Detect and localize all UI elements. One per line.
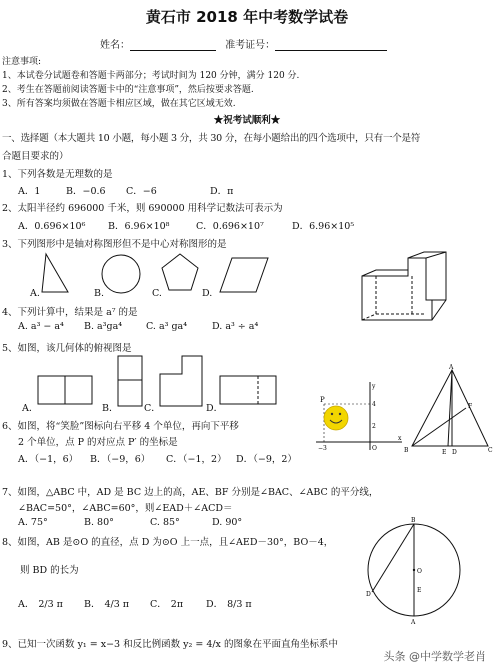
wish-banner: ★祝考试顺利★	[213, 115, 281, 126]
smiley-face-icon	[324, 406, 348, 430]
q3-parallelogram-figure	[218, 256, 270, 294]
ticket-blank	[275, 40, 387, 51]
q3-option-d: D.	[202, 288, 213, 299]
q1-option-a: A．1	[18, 186, 41, 197]
watermark: 头条 @中学数学老肖	[383, 650, 486, 663]
q4-stem: 4、下列计算中，结果是 a⁷ 的是	[2, 307, 138, 318]
q6-label-y: y	[372, 383, 376, 390]
q5-option-b: B．	[102, 403, 119, 414]
q6-option-c: C．（−1，2）	[166, 454, 227, 465]
q8-option-d: D． 8/3 π	[206, 599, 252, 610]
q7-stem-1: 7、如图，△ABC 中，AD 是 BC 边上的高，AE、BF 分别是∠BAC、∠ABC 的平分线，	[2, 487, 379, 498]
q3-option-c: C.	[152, 288, 162, 299]
q8-option-c: C． 2π	[150, 599, 184, 610]
q5-view-c	[158, 354, 204, 408]
notice-heading: 注意事项:	[2, 57, 42, 67]
q7-label-e: E	[442, 449, 447, 456]
q5-view-b	[116, 354, 144, 408]
q2-stem: 2、太阳半径约 696000 千米，则 690000 用科学记数法可表示为	[2, 203, 283, 214]
q2-option-d: D．6.96×10⁵	[292, 221, 355, 232]
section1-heading: 一、选择题（本大题共 10 小题，每小题 3 分，共 30 分，在每小题给出的四个选项中，只有一个是符	[2, 133, 421, 144]
name-field-row	[100, 36, 387, 51]
q7-option-c: C. 85°	[150, 517, 180, 528]
q4-option-c: C. a³ ga⁴	[146, 321, 188, 332]
ticket-label: 准考证号：	[225, 40, 276, 51]
q2-option-c: C．0.696×10⁷	[196, 221, 264, 232]
q4-option-a: A. a³ − a⁴	[18, 321, 64, 332]
q3-circle-figure	[100, 254, 142, 296]
q1-option-b: B．−0.6	[66, 186, 106, 197]
q5-option-c: C．	[144, 403, 161, 414]
q8-option-a: A． 2/3 π	[18, 599, 63, 610]
q5-stem: 5、如图，该几何体的俯视图是	[2, 343, 132, 354]
q4-option-b: B. a³ga⁴	[84, 321, 123, 332]
q7-label-c: C	[488, 447, 493, 454]
q6-stem-1: 6、如图，将“笑脸”图标向右平移 4 个单位，再向下平移	[2, 421, 239, 432]
q5-view-d	[218, 374, 278, 406]
q8-label-o: O	[417, 568, 422, 575]
notice-item-3: 3、所有答案均须做在答题卡相应区域，做在其它区域无效.	[2, 99, 236, 109]
section1-heading-cont: 合题目要求的）	[2, 151, 69, 162]
q7-option-a: A. 75°	[18, 517, 48, 528]
page-title: 黄石市 2018 年中考数学试卷	[145, 8, 349, 26]
q8-label-d: D	[366, 591, 371, 598]
q7-triangle-figure	[404, 364, 492, 458]
name-label: 姓名：	[100, 40, 130, 51]
q1-stem: 1、下列各数是无理数的是	[2, 169, 113, 180]
q8-option-b: B． 4/3 π	[84, 599, 130, 610]
q5-view-a	[36, 374, 94, 406]
notice-item-1: 1、本试卷分试题卷和答题卡两部分；考试时间为 120 分钟，满分 120 分.	[2, 71, 300, 81]
notice-item-2: 2、考生在答题前阅读答题卡中的“注意事项”，然后按要求答题.	[2, 85, 254, 95]
q7-option-d: D. 90°	[212, 517, 243, 528]
q6-label-neg-three: −3	[318, 445, 327, 452]
q1-option-d: D．π	[210, 186, 234, 197]
q6-label-origin: O	[372, 445, 377, 452]
q5-option-a: A．	[22, 403, 39, 414]
q8-stem-2: 则 BD 的长为	[20, 565, 79, 576]
q7-label-f: F	[468, 403, 473, 410]
q6-coordinate-graph	[316, 382, 406, 452]
q8-label-a: A	[411, 619, 416, 626]
q6-option-d: D．（−9，2）	[236, 454, 297, 465]
q3-triangle-figure	[36, 252, 76, 294]
q7-label-b: B	[404, 447, 409, 454]
q7-stem-2: ∠BAC=50°，∠ABC=60°，则∠EAD＋∠ACD＝	[18, 503, 233, 514]
q7-label-a: A	[449, 364, 454, 371]
q8-stem: 8、如图，AB 是⊙O 的直径，点 D 为⊙O 上一点，且∠AED－30°，BO－4，	[2, 537, 334, 548]
q6-option-b: B．（−9，6）	[90, 454, 151, 465]
q3-option-a: A.	[30, 288, 40, 299]
q3-stem: 3、下列图形中是轴对称图形但不是中心对称图形的是	[2, 239, 227, 250]
q2-option-a: A．0.696×10⁶	[18, 221, 86, 232]
q3-pentagon-figure	[160, 252, 200, 294]
q6-label-four: 4	[372, 401, 376, 408]
q8-circle-figure	[364, 516, 464, 626]
q7-option-b: B. 80°	[84, 517, 114, 528]
q4-option-d: D. a³ ÷ a⁴	[212, 321, 259, 332]
q8-label-b: B	[411, 517, 416, 524]
q6-label-x: x	[398, 435, 402, 442]
q6-label-p: P	[320, 396, 325, 404]
q9-stem: 9、已知一次函数 y₁ = x−3 和反比例函数 y₂ = 4/x 的图象在平面直角坐标系中	[2, 639, 338, 650]
q2-option-b: B．6.96×10⁸	[108, 221, 170, 232]
q3-option-b: B.	[94, 288, 105, 299]
q5-solid-figure	[360, 250, 450, 324]
name-blank	[130, 40, 216, 51]
q6-option-a: A．（−1，6）	[18, 454, 79, 465]
q8-label-e: E	[417, 587, 422, 594]
q7-label-d: D	[452, 449, 457, 456]
q6-stem-2: 2 个单位，点 P 的对应点 P′ 的坐标是	[18, 437, 178, 448]
q6-label-two: 2	[372, 423, 376, 430]
q5-option-d: D．	[206, 403, 224, 414]
q1-option-c: C．−6	[126, 186, 157, 197]
